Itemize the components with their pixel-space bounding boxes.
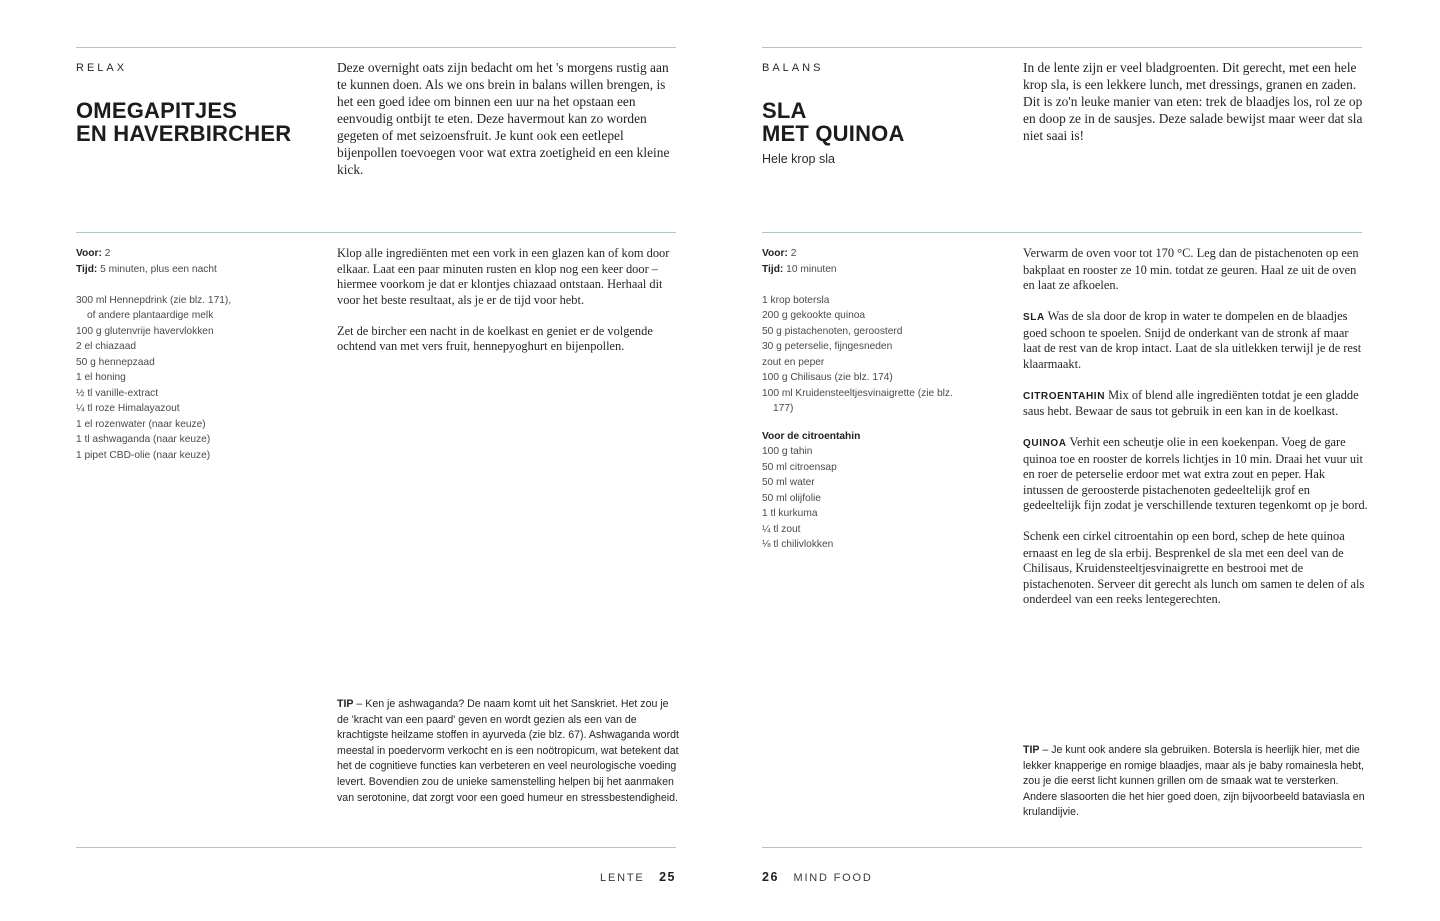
ingredient: 1 el honing (76, 372, 126, 383)
ingredient: 100 g Chilisaus (zie blz. 174) (762, 372, 893, 383)
recipe-intro: In de lente zijn er veel bladgroenten. Dit gerecht, met een hele krop sla, is een lekkere lunch, met dressings, granen en zaden. Dit is zo'n leuke manier van eten: trek de blaadjes los, rol ze op en doop ze in de sausjes. Deze salade bewijst maar weer dat sla niet saai is! (1023, 60, 1363, 143)
page-footer-left (600, 870, 676, 884)
step-lead: SLA (1023, 312, 1045, 323)
ingredient: 50 ml citroensap (762, 461, 837, 473)
method-step: Verwarm de oven voor tot 170 °C. Leg dan de pistachenoten op een bakplaat en rooster ze 10 min. totdat ze geuren. Haal ze uit de oven en laat ze afkoelen. (1023, 246, 1359, 292)
ingredient: 50 g hennepzaad (76, 356, 155, 368)
top-rule-left (76, 47, 676, 48)
ingredient: 200 g gekookte quinoa (762, 310, 866, 321)
recipe-method (1023, 246, 1368, 623)
ingredient: 2 el chiazaad (76, 341, 137, 352)
time-label: Tijd: (76, 263, 98, 275)
recipe-category: BALANS (762, 62, 824, 74)
servings-label: Voor: (76, 248, 102, 259)
ingredient: 100 ml Kruidensteeltjesvinaigrette (zie blz. 177) (762, 387, 953, 414)
servings-label: Voor: (762, 248, 788, 259)
recipe-category: RELAX (76, 62, 128, 74)
servings-value: 2 (104, 248, 111, 259)
recipe-meta (762, 246, 1002, 553)
ingredient: 50 g pistachenoten, geroosterd (762, 325, 903, 337)
servings (762, 246, 1002, 262)
tip-box (337, 697, 679, 806)
tip-label: TIP (337, 698, 354, 710)
ingredient: 100 g tahin (762, 446, 813, 457)
method-step-quinoa: QUINOA Verhit een scheutje olie in een koekenpan. Voeg de gare quinoa toe en rooster de korrels lichtjes in 10 min. Draai het vuur uit en roer de peterselie erdoor met wat extra zout en peper. Hak intussen de geroosterde pistachenoten gedeeltelijk grof en gedeeltelijk fijn zodat je verschillende texturen tegenkomt op je bord. (1023, 435, 1368, 512)
sub-ingredient-list (762, 444, 1002, 553)
prep-time (76, 262, 316, 278)
ingredient-group-label: Voor de citroentahin (762, 430, 861, 442)
ingredient: ½ tl vanille-extract (76, 387, 159, 399)
tip-text: – Ken je ashwaganda? De naam komt uit het Sanskriet. Het zou je de 'kracht van een paard' geven en wordt gezien als een van de krachtigste heilzame stoffen in ayurveda (zie blz. 67). Ashwaganda wordt meestal in poedervorm verkocht en is een noötropicum, wat betekent dat het de cognitieve functies kan verbeteren en veel neurologische voeding levert. Bovendien zou de unieke samenstelling helpen bij het aanmaken van serotonine, dat zorgt voor een goed humeur en stressbestendigheid. (337, 698, 679, 804)
ingredient: 1 pipet CBD-olie (naar keuze) (76, 449, 211, 461)
ingredient: 1 el rozenwater (naar keuze) (76, 418, 206, 430)
ingredient: zout en peper (762, 356, 825, 368)
ingredient-list (762, 293, 1002, 417)
page-number: 25 (659, 870, 676, 884)
ingredient: ⅛ tl chilivlokken (762, 539, 834, 550)
ingredient: 50 ml olijfolie (762, 492, 821, 504)
mid-rule-left (76, 232, 676, 233)
time-value: 5 minuten, plus een nacht (100, 263, 217, 275)
method-step: Klop alle ingrediënten met een vork in een glazen kan of kom door elkaar. Laat een paar minuten rusten en klop nog een keer door – hiermee voorkom je dat er klontjes chiazaad ontstaan. Herhaal dit voor het beste resultaat, als je er de tijd voor hebt. (337, 246, 670, 307)
method-step: Zet de bircher een nacht in de koelkast en geniet er de volgende ochtend van met vers fruit, hennepyoghurt en bijenpollen. (337, 323, 653, 353)
step-lead: CITROENTAHIN (1023, 390, 1106, 402)
bottom-rule-left (76, 847, 676, 848)
page-footer-right (762, 870, 873, 884)
ingredient: ¼ tl roze Himalayazout (76, 403, 180, 414)
method-step: Schenk een cirkel citroentahin op een bord, schep de hete quinoa ernaast en leg de sla erbij. Besprenkel de sla met een deel van de Chilisaus, Kruidensteeltjesvinaigrette en bestrooi met de pistachenoten. Serveer dit gerecht als lunch om samen te delen of als onderdeel van een reeks lentegerechten. (1023, 529, 1365, 606)
recipe-method (337, 246, 682, 370)
tip-text: – Je kunt ook andere sla gebruiken. Botersla is heerlijk hier, met die lekker knapperige en romige blaadjes, maar als je baby romainesla hebt, zou je die eerst licht kunnen grillen om de smaak wat te versterken. Andere slasoorten die het hier goed doen, zijn bijvoorbeeld bataviasla en krulandijvie. (1023, 744, 1365, 819)
method-step-citroentahin: CITROENTAHIN Mix of blend alle ingrediënten totdat je een gladde saus hebt. Bewaar de saus tot gebruik in een kan in de koelkast. (1023, 387, 1359, 418)
tip-label: TIP (1023, 744, 1040, 756)
ingredient: 1 krop botersla (762, 294, 830, 306)
footer-section: LENTE (600, 872, 645, 884)
time-label: Tijd: (762, 263, 784, 275)
servings (76, 246, 316, 262)
ingredient-list (76, 293, 316, 464)
page-number: 26 (762, 870, 779, 884)
top-rule-right (762, 47, 1362, 48)
ingredient: 1 tl ashwaganda (naar keuze) (76, 434, 211, 445)
recipe-title (762, 99, 905, 145)
recipe-intro: Deze overnight oats zijn bedacht om het 's morgens rustig aan te kunnen doen. Als we ons brein in balans willen brengen, is het een goed idee om binnen een uur na het opstaan een eenvoudig ontbijt te eten. Deze havermout kan zo worden gegeten of met seizoensfruit. Je kunt ook een eetlepel bijenpollen toevoegen voor wat extra zoetigheid en een kleine kick. (337, 60, 670, 177)
ingredient: 30 g peterselie, fijngesneden (762, 341, 893, 352)
title-line: SLA (762, 98, 807, 123)
recipe-meta (76, 246, 316, 463)
ingredient: ¼ tl zout (762, 523, 801, 535)
title-line: MET QUINOA (762, 121, 905, 146)
time-value: 10 minuten (786, 263, 837, 275)
title-line: EN HAVERBIRCHER (76, 121, 292, 146)
step-lead: QUINOA (1023, 438, 1067, 449)
ingredient: 1 tl kurkuma (762, 508, 818, 519)
servings-value: 2 (790, 248, 797, 259)
ingredient: 100 g glutenvrije havervlokken (76, 325, 214, 337)
tip-box (1023, 743, 1365, 821)
bottom-rule-right (762, 847, 1362, 848)
prep-time (762, 262, 1002, 278)
ingredient: 50 ml water (762, 477, 815, 488)
method-step-sla: SLA Was de sla door de krop in water te dompelen en de blaadjes goed schoon te spoelen. Snijd de onderkant van de stronk af maar laat de rest van de krop intact. Laat de sla uitlekken terwijl je de rest klaarmaakt. (1023, 309, 1362, 371)
recipe-subtitle: Hele krop sla (762, 152, 835, 166)
title-line: OMEGAPITJES (76, 98, 238, 123)
ingredient: 300 ml Hennepdrink (zie blz. 171), of andere plantaardige melk (76, 294, 232, 321)
mid-rule-right (762, 232, 1362, 233)
recipe-title (76, 99, 291, 145)
footer-section: MIND FOOD (793, 872, 873, 884)
